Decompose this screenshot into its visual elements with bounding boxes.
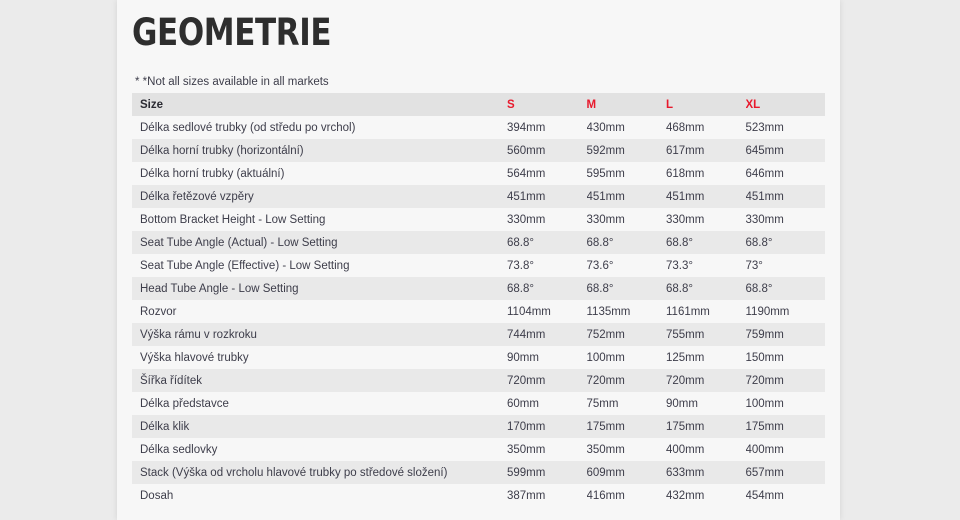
cell-s: 387mm [507,489,546,502]
cell-l: 1161mm [666,305,710,318]
cell-l: 125mm [666,351,705,364]
cell-m: 451mm [586,190,625,203]
cell-m: 752mm [586,328,625,341]
table-row [132,369,825,392]
cell-m: 100mm [586,351,625,364]
row-label: Délka sedlovky [140,443,218,456]
cell-s: 720mm [507,374,546,387]
row-label: Seat Tube Angle (Actual) - Low Setting [140,236,338,249]
table-header [132,93,825,116]
table-row [132,415,825,438]
cell-m: 416mm [586,489,625,502]
cell-xl: 454mm [745,489,784,502]
cell-xl: 523mm [745,121,784,134]
cell-l: 330mm [666,213,705,226]
cell-m: 75mm [586,397,619,410]
table-row [132,185,825,208]
table-row [132,300,825,323]
column-header-l: L [666,98,674,111]
cell-l: 451mm [666,190,705,203]
column-header-size: Size [140,98,164,111]
cell-l: 468mm [666,121,705,134]
cell-s: 744mm [507,328,546,341]
cell-s: 60mm [507,397,539,410]
row-label: Výška rámu v rozkroku [140,328,257,341]
cell-l: 633mm [666,466,705,479]
cell-s: 68.8° [507,282,534,295]
cell-m: 592mm [586,144,625,157]
row-label: Bottom Bracket Height - Low Setting [140,213,326,226]
cell-m: 330mm [586,213,625,226]
cell-xl: 68.8° [745,236,773,249]
table-row [132,461,825,484]
row-label: Délka řetězové vzpěry [140,190,254,203]
cell-l: 90mm [666,397,698,410]
table-row [132,116,825,139]
cell-l: 175mm [666,420,705,433]
cell-s: 560mm [507,144,546,157]
geometry-table [132,93,825,507]
table-row [132,139,825,162]
table-row [132,438,825,461]
cell-xl: 720mm [745,374,784,387]
cell-xl: 68.8° [745,282,773,295]
cell-xl: 150mm [745,351,784,364]
cell-xl: 657mm [745,466,784,479]
cell-l: 400mm [666,443,705,456]
table-row [132,392,825,415]
cell-s: 170mm [507,420,546,433]
cell-m: 430mm [586,121,625,134]
column-header-m: M [586,98,597,111]
column-header-xl: XL [745,98,761,111]
cell-m: 68.8° [586,282,614,295]
cell-xl: 646mm [745,167,784,180]
cell-s: 330mm [507,213,546,226]
cell-xl: 400mm [745,443,784,456]
content-column [117,0,840,520]
cell-xl: 759mm [745,328,784,341]
cell-m: 73.6° [586,259,614,272]
row-label: Dosah [140,489,174,502]
table-row [132,162,825,185]
cell-m: 175mm [586,420,625,433]
row-label: Výška hlavové trubky [140,351,249,364]
row-label: Šířka řídítek [140,374,202,387]
row-label: Stack (Výška od vrcholu hlavové trubky po středové složení) [140,466,448,479]
table-row [132,231,825,254]
row-label: Délka sedlové trubky (od středu po vrchol) [140,121,356,134]
cell-m: 68.8° [586,236,614,249]
page-title: GEOMETRIE [132,11,332,54]
cell-xl: 645mm [745,144,784,157]
cell-s: 73.8° [507,259,534,272]
table-body [132,116,825,507]
cell-s: 1104mm [507,305,551,318]
row-label: Head Tube Angle - Low Setting [140,282,299,295]
table-header-row [132,93,825,116]
cell-l: 618mm [666,167,705,180]
column-header-s: S [507,98,515,111]
cell-l: 68.8° [666,282,693,295]
cell-l: 755mm [666,328,705,341]
cell-s: 564mm [507,167,546,180]
cell-m: 350mm [586,443,625,456]
cell-s: 68.8° [507,236,534,249]
cell-xl: 175mm [745,420,784,433]
cell-m: 609mm [586,466,625,479]
row-label: Délka horní trubky (horizontální) [140,144,304,157]
row-label: Seat Tube Angle (Effective) - Low Setting [140,259,350,272]
cell-l: 68.8° [666,236,693,249]
cell-s: 90mm [507,351,539,364]
row-label: Rozvor [140,305,177,318]
cell-m: 720mm [586,374,625,387]
row-label: Délka horní trubky (aktuální) [140,167,285,180]
row-label: Délka představce [140,397,229,410]
table-row [132,208,825,231]
row-label: Délka klik [140,420,190,433]
availability-footnote: * *Not all sizes available in all markets [135,76,329,88]
cell-s: 451mm [507,190,546,203]
cell-s: 599mm [507,466,546,479]
table-row [132,277,825,300]
cell-s: 350mm [507,443,546,456]
cell-xl: 330mm [745,213,784,226]
table-row [132,254,825,277]
table-row [132,323,825,346]
cell-xl: 100mm [745,397,784,410]
table-row [132,484,825,507]
table-row [132,346,825,369]
cell-s: 394mm [507,121,546,134]
cell-xl: 1190mm [745,305,790,318]
cell-xl: 451mm [745,190,784,203]
cell-m: 1135mm [586,305,631,318]
cell-xl: 73° [745,259,763,272]
cell-m: 595mm [586,167,625,180]
cell-l: 73.3° [666,259,693,272]
cell-l: 617mm [666,144,705,157]
content-inner [132,0,825,507]
cell-l: 720mm [666,374,705,387]
cell-l: 432mm [666,489,705,502]
